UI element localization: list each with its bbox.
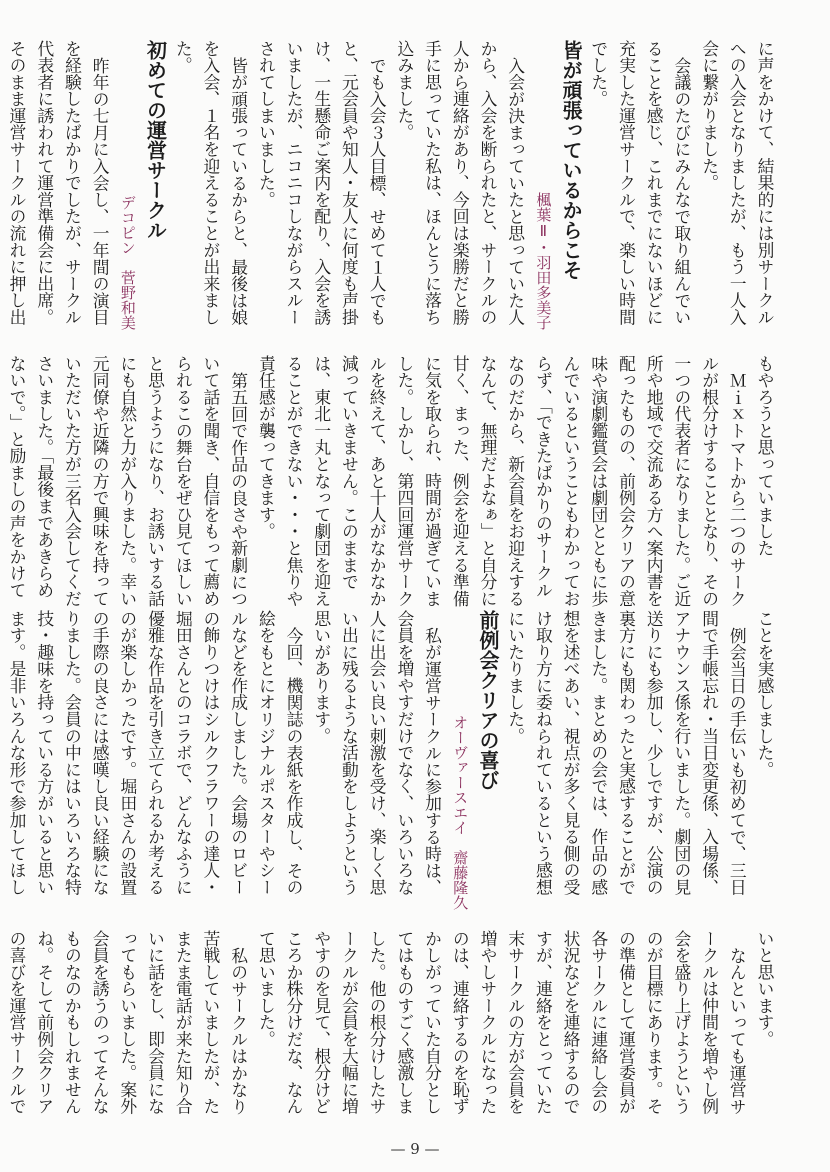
paragraph: いと思います。 xyxy=(755,930,775,1048)
page-number: — 9 — xyxy=(390,1140,440,1158)
section-heading: 皆が頑張っているからこそ xyxy=(559,40,584,280)
author-name: デコピン 菅野和美 xyxy=(118,195,137,330)
paragraph: 私のサークルはかなり苦戦していましたが、たまたま電話が来た知り合いに話をし、即会員になってもらいました。案外会員を誘うのってそんなものなのかもしれませんね。そして前例会クリアの喜びを運営サークルで xyxy=(7,930,249,1115)
paragraph: 昨年の七月に入会し、一年間の演目を経験したばかりでしたが、サークル代表者に誘われて運営準備会に出席。そのまま運営サークルの流れに押し出 xyxy=(7,40,111,326)
paragraph: Ｍｉｘトマトから二つのサークルが根分けすることとなり、その一つの代表者になりました。ご近所や地域で交流ある方へ案内書を配ったものの、前例会クリアの意味や演劇鑑賞会は劇団とともに歩んでいるということもわかっておらず、「できたばかりのサークルなのだから、新会員をお迎えするなんて、無理だよなぁ」と自分に甘く、まった、例会を迎える準備に気を取られ、時間が過ぎていました。しかし、第四回運営サークルを終えて、あと十人がなかなか減っていきません。このままでは、東北一丸となって劇団を迎えることができない・・・と焦りや責任感が襲ってきます。 xyxy=(256,355,748,607)
paragraph: なんといっても運営サークルは仲間を増やし例会を盛り上げようというのが目標にあります。その準備として運営委員が各サークルに連絡し会の状況などを連絡するのですが、連絡をとっていた末サークルの方が会員を増やしサークルになったのは、連絡するのを恥ずかしがっていた自分としてはものすごく感激しました。他の根分けしたサークルが会員を大幅に増やすのを見て、根分けどころか株分けだな、なんて思いました。 xyxy=(256,930,748,1115)
text-band-third xyxy=(7,610,778,910)
paragraph: 私が運営サークルに参加する時は、会員を増やすだけでなく、いろいろな人に出会い良い刺激を受け、楽しく思い出に残るような活動をしようという思いがあります。 xyxy=(311,610,443,896)
text-band-top xyxy=(7,40,778,330)
author-name: オーヴァースエイ 齋藤隆久 xyxy=(451,715,470,910)
paragraph: 皆が頑張っているからと、最後は娘を入会、１名を迎えることが出来ました。 xyxy=(173,40,249,326)
section-heading: 初めての運営サークル xyxy=(143,40,168,240)
paragraph: でも入会３人目標、せめて１人でもと、元会員や知人・友人に何度も声掛け、一生懸命ご案内を配り、入会を誘いましたが、ニコニコしながらスルーされてしまいました。 xyxy=(256,40,388,326)
paragraph: 今回、機関誌の表紙を作成し、その絵をもとにオリジナルポスターやシールなどを作成しました。会場のロビーの飾りつけはシルクフラワーの達人・堀田さんとのコラボで、どんなふうに優雅な作品を引き立てられるか考えるのが楽しかったです。堀田さんの設置の手際の良さには感嘆し良い経験になりました。会員の中にはいろいろな特技・趣味を持っている方がいると思います。是非いろんな形で参加してほし xyxy=(7,610,305,896)
paragraph: 入会が決まっていたと思っていた人から、入会を断られたと、サークルの人から連絡があり、今回は楽勝だと勝手に思っていた私は、ほんとうに落ち込みました。 xyxy=(394,40,526,326)
text-band-second xyxy=(7,355,778,610)
paragraph: 会議のたびにみんなで取り組んでいることを感じ、これまでにないほどに充実した運営サークルで、楽しい時間でした。 xyxy=(588,40,692,326)
paragraph: もやろうと思っていました xyxy=(755,355,775,557)
paragraph: に声をかけて、結果的には別サークルへの入会となりましたが、もう一人入会に繋がりました。 xyxy=(699,40,775,326)
paragraph: ことを実感しました。 xyxy=(755,610,775,778)
text-band-bottom xyxy=(7,930,778,1125)
paragraph: 例会当日の手伝いも初めてで、三日間で手帳忘れ・当日変更係、入場係、アナウンス係を行いました。劇団の見送りにも参加し、少しですが、公演の裏方にも関わったと実感することができました。まとめの会では、作品の感想を述べあい、視点が多く見る側の受け取り方に委ねられているという感想にいたりました。 xyxy=(505,610,748,896)
section-heading: 前例会クリアの喜び xyxy=(475,610,500,790)
author-name: 楓葉Ⅱ・羽田多美子 xyxy=(534,192,553,330)
paragraph: 第五回で作品の良さや新劇について話を聞き、自信をもって薦められるこの舞台をぜひ見てほしいと思うようになり、お誘いする話にも自然と力が入りました。幸い元同僚や近隣の方で興味を持っていただいた方が三名入会してくださいました。「最後まであきらめないで。」と励ましの声をかけて xyxy=(7,355,249,607)
